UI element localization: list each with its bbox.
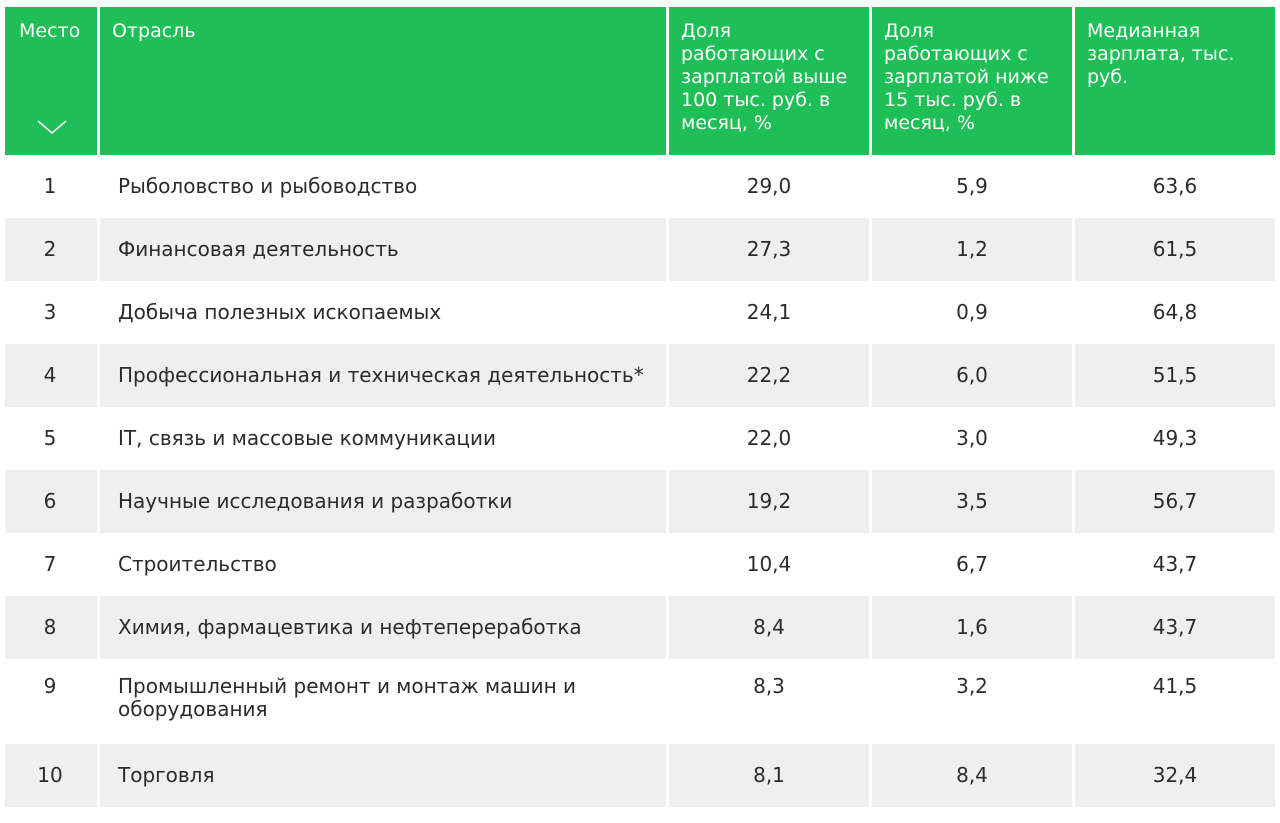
median-cell: 43,7 [1152, 552, 1198, 576]
high-share-cell: 8,4 [669, 596, 869, 659]
place-cell: 1 [43, 174, 57, 198]
place-cell: 5 [43, 426, 57, 450]
table-row [5, 407, 1275, 470]
column-header-low-share-label: Доля работающих с зарплатой ниже 15 тыс. руб. в месяц, % [884, 20, 1049, 134]
place-cell: 4 [5, 344, 97, 407]
median-cell: 63,6 [1152, 174, 1198, 198]
median-cell: 43,7 [1075, 596, 1275, 659]
high-share-cell: 10,4 [746, 552, 792, 576]
high-share-cell: 8,3 [753, 674, 785, 698]
salary-table [5, 7, 1275, 807]
median-cell: 41,5 [1152, 674, 1198, 698]
table-row [5, 659, 1275, 744]
high-share-cell: 19,2 [669, 470, 869, 533]
industry-cell: Финансовая деятельность [100, 218, 666, 281]
chevron-down-icon[interactable] [36, 119, 68, 135]
high-share-cell: 27,3 [669, 218, 869, 281]
low-share-cell: 3,2 [956, 674, 988, 698]
high-share-cell: 22,2 [669, 344, 869, 407]
high-share-cell: 24,1 [746, 300, 792, 324]
place-cell: 8 [5, 596, 97, 659]
table-row [5, 596, 1275, 659]
industry-cell: Промышленный ремонт и монтаж машин и оборудования [118, 674, 577, 721]
table-row [5, 218, 1275, 281]
industry-cell: Торговля [100, 744, 666, 807]
low-share-cell: 6,0 [872, 344, 1072, 407]
low-share-cell: 6,7 [956, 552, 988, 576]
column-header-median[interactable] [1075, 7, 1275, 155]
low-share-cell: 3,5 [872, 470, 1072, 533]
industry-cell: Строительство [118, 552, 277, 576]
high-share-cell: 8,1 [669, 744, 869, 807]
low-share-cell: 3,0 [956, 426, 988, 450]
median-cell: 51,5 [1075, 344, 1275, 407]
median-cell: 64,8 [1152, 300, 1198, 324]
table-row [5, 533, 1275, 596]
column-header-high-share-label: Доля работающих с зарплатой выше 100 тыс. руб. в месяц, % [681, 20, 848, 134]
table-row [5, 744, 1275, 807]
table-row [5, 281, 1275, 344]
high-share-cell: 29,0 [746, 174, 792, 198]
low-share-cell: 1,6 [872, 596, 1072, 659]
industry-cell: Научные исследования и разработки [100, 470, 666, 533]
table-row [5, 470, 1275, 533]
industry-cell: Химия, фармацевтика и нефтепереработка [100, 596, 666, 659]
median-cell: 61,5 [1075, 218, 1275, 281]
place-cell: 3 [43, 300, 57, 324]
low-share-cell: 1,2 [872, 218, 1072, 281]
low-share-cell: 8,4 [872, 744, 1072, 807]
column-header-high-share[interactable] [669, 7, 869, 155]
place-cell: 9 [43, 674, 57, 698]
column-header-place-label: Место [19, 20, 81, 42]
median-cell: 56,7 [1075, 470, 1275, 533]
median-cell: 49,3 [1152, 426, 1198, 450]
column-header-median-label: Медианная зарплата, тыс. руб. [1087, 20, 1235, 88]
column-header-place[interactable] [5, 7, 97, 155]
table-row [5, 344, 1275, 407]
low-share-cell: 0,9 [956, 300, 988, 324]
place-cell: 2 [5, 218, 97, 281]
industry-cell: IT, связь и массовые коммуникации [118, 426, 496, 450]
place-cell: 10 [5, 744, 97, 807]
low-share-cell: 5,9 [956, 174, 988, 198]
column-header-industry-label: Отрасль [112, 20, 196, 42]
table-header [5, 7, 1275, 155]
place-cell: 6 [5, 470, 97, 533]
column-header-low-share[interactable] [872, 7, 1072, 155]
industry-cell: Добыча полезных ископаемых [118, 300, 442, 324]
industry-cell: Профессиональная и техническая деятельность* [100, 344, 666, 407]
table-body [5, 155, 1275, 807]
table-row [5, 155, 1275, 218]
column-header-industry[interactable] [100, 7, 666, 155]
industry-cell: Рыболовство и рыбоводство [118, 174, 418, 198]
median-cell: 32,4 [1075, 744, 1275, 807]
place-cell: 7 [43, 552, 57, 576]
high-share-cell: 22,0 [746, 426, 792, 450]
